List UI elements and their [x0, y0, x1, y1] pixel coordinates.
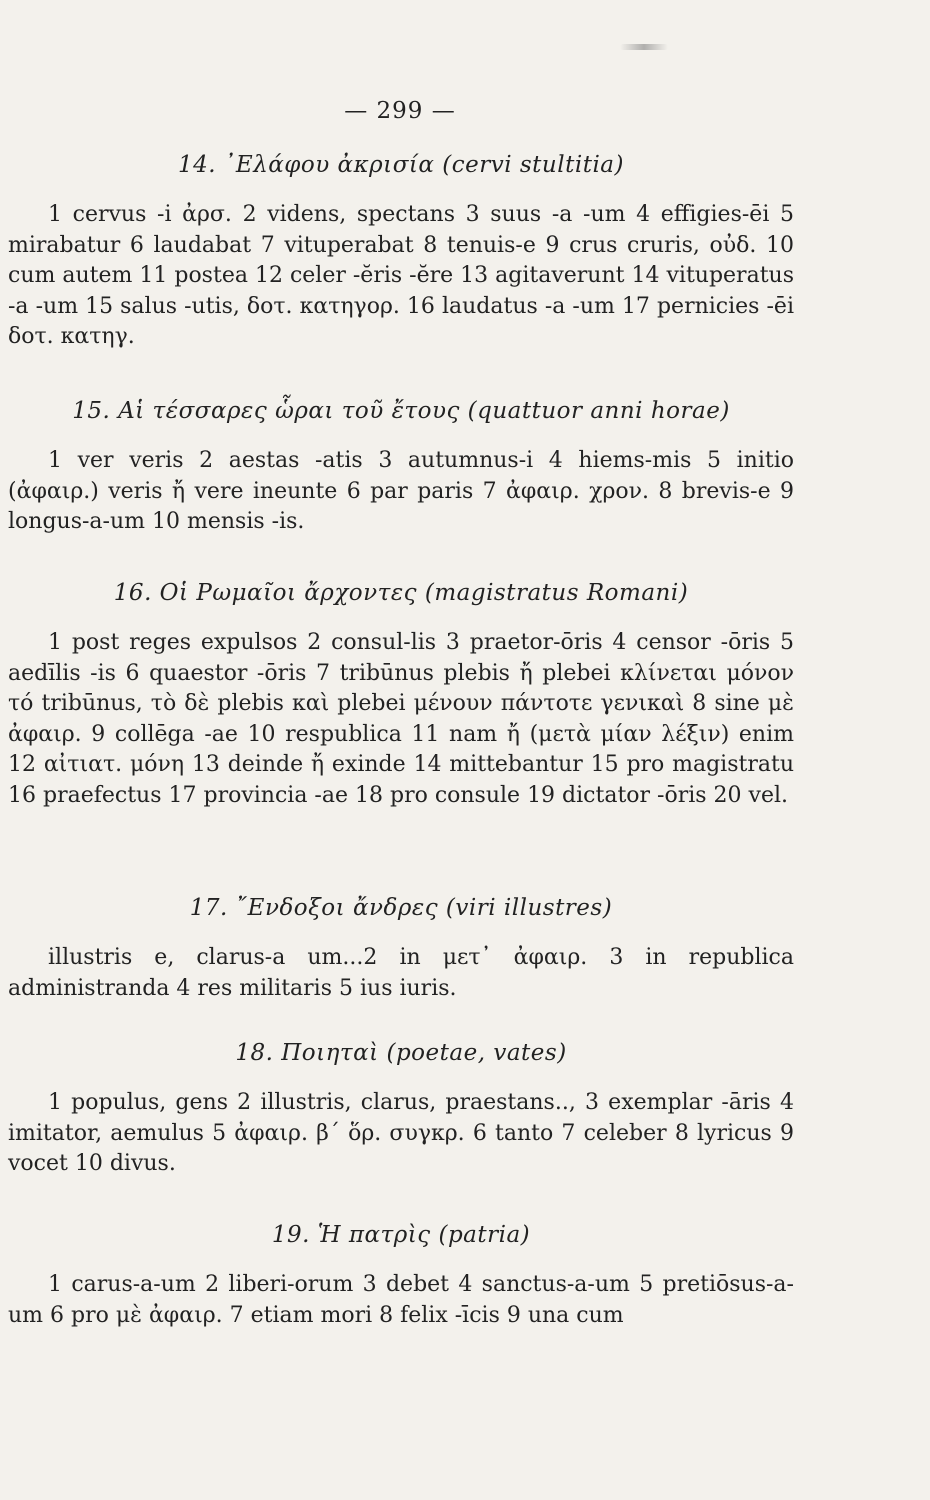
section-title: 16. Οἱ Ρωμαῖοι ἄρχοντες (magistratus Romani)	[113, 580, 689, 606]
section-16	[8, 580, 794, 811]
section-18	[8, 1040, 794, 1180]
section-19	[8, 1222, 794, 1331]
section-body: 1 post reges expulsos 2 consul-lis 3 praetor-ōris 4 censor -ōris 5 aedīlis -is 6 quaestor -ōris 7 tribūnus plebis ἤ plebei κλίνεται μόνον τό tribūnus, τὸ δὲ plebis καὶ plebei μένουν πάντοτε γενικαὶ 8 sine μὲ ἀφαιρ. 9 collēga -ae 10 respublica 11 nam ἤ (μετὰ μίαν λέξιν) enim 12 αἰτιατ. μόνη 13 deinde ἤ exinde 14 mittebantur 15 pro magistratu 16 praefectus 17 provincia -ae 18 pro consule 19 dictator -ōris 20 vel.	[8, 630, 794, 808]
section-body: 1 populus, gens 2 illustris, clarus, praestans.., 3 exemplar -āris 4 imitator, aemulus 5 ἀφαιρ. β΄ ὅρ. συγκρ. 6 tanto 7 celeber 8 lyricus 9 vocet 10 divus.	[8, 1090, 794, 1176]
section-title: 14. ᾿Ελάφου ἀκρισία (cervi stultitia)	[178, 152, 624, 178]
section-body: 1 ver veris 2 aestas -atis 3 autumnus-i 4 hiems-mis 5 initio (ἀφαιρ.) veris ἤ vere ineunte 6 par paris 7 ἀφαιρ. χρον. 8 brevis-e 9 longus-a-um 10 mensis -is.	[8, 448, 794, 534]
section-title: 17. ῎Ενδοξοι ἄνδρες (viri illustres)	[189, 895, 613, 921]
section-body: 1 carus-a-um 2 liberi-orum 3 debet 4 sanctus-a-um 5 pretiōsus-a-um 6 pro μὲ ἀφαιρ. 7 etiam mori 8 felix -īcis 9 una cum	[8, 1272, 794, 1328]
ink-smudge	[620, 44, 668, 50]
section-15	[8, 398, 794, 538]
section-body: illustris e, clarus-a um...2 in μετ᾿ ἀφαιρ. 3 in republica administranda 4 res militaris 5 ius iuris.	[8, 945, 794, 1001]
section-title: 18. Ποιηταὶ (poetae, vates)	[235, 1040, 567, 1066]
page-number: — 299 —	[344, 98, 456, 124]
section-title: 19. Ἡ πατρὶς (patria)	[271, 1222, 531, 1248]
section-body: 1 cervus -i ἀρσ. 2 videns, spectans 3 suus -a -um 4 effigies-ēi 5 mirabatur 6 laudabat 7 vituperabat 8 tenuis-e 9 crus cruris, οὐδ. 10 cum autem 11 postea 12 celer -ĕris -ĕre 13 agitaverunt 14 vituperatus -a -um 15 salus -utis, δοτ. κατηγορ. 16 laudatus -a -um 17 pernicies -ēi δοτ. κατηγ.	[8, 202, 794, 349]
section-17	[8, 895, 794, 1004]
section-14	[8, 152, 794, 353]
section-title: 15. Αἱ τέσσαρες ὧραι τοῦ ἔτους (quattuor anni horae)	[72, 398, 730, 424]
